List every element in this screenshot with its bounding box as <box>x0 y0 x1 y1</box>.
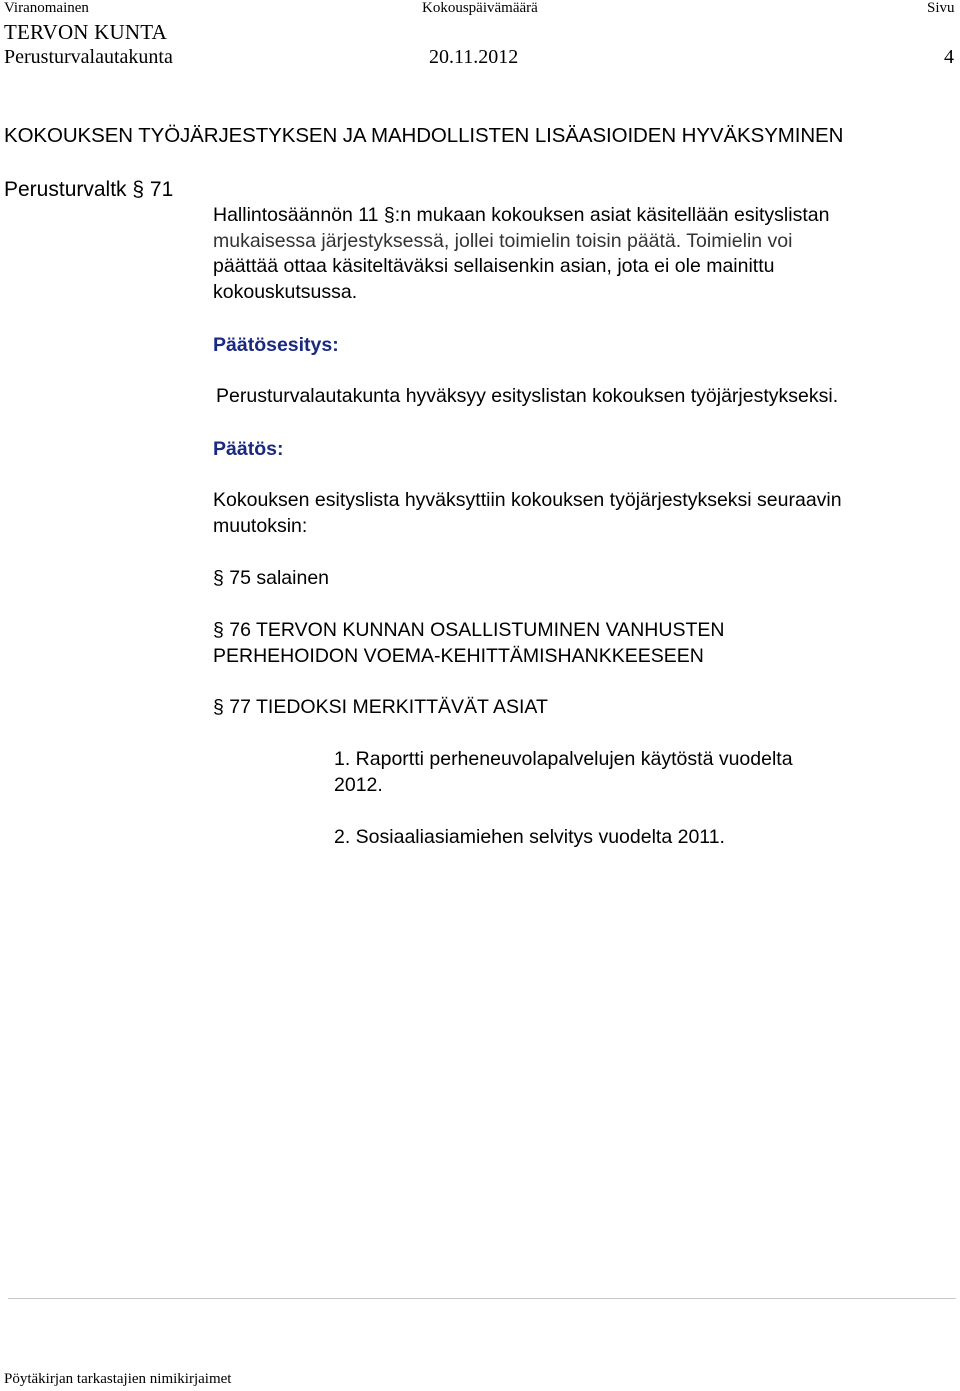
change-line: § 76 TERVON KUNNAN OSALLISTUMINEN VANHUSTEN <box>213 619 725 641</box>
change-item <box>213 566 329 592</box>
intro-paragraph <box>213 203 829 306</box>
decision-line: muutoksin: <box>213 514 308 537</box>
intro-line: päättää ottaa käsiteltäväksi sellaisenkin asian, jota ei ole mainittu <box>213 255 775 278</box>
meeting-date: 20.11.2012 <box>429 46 519 68</box>
organization-name: TERVON KUNTA <box>4 20 167 44</box>
change-item <box>213 695 548 721</box>
date-label: Kokouspäivämäärä <box>422 0 538 16</box>
authority-name: Perusturvalautakunta <box>4 46 173 68</box>
section-reference: Perusturvaltk § 71 <box>4 178 174 201</box>
intro-line: Hallintosäännön 11 §:n mukaan kokouksen asiat käsitellään esityslistan <box>213 204 830 226</box>
intro-line: mukaisessa järjestyksessä, jollei toimielin toisin päätä. Toimielin voi <box>213 229 793 252</box>
authority-label: Viranomainen <box>4 0 89 16</box>
page-number: 4 <box>944 46 954 68</box>
change-line: PERHEHOIDON VOEMA-KEHITTÄMISHANKKEESEEN <box>213 644 704 667</box>
decision-label: Päätös: <box>213 438 284 460</box>
item-title: KOKOUKSEN TYÖJÄRJESTYKSEN JA MAHDOLLISTEN LISÄASIOIDEN HYVÄKSYMINEN <box>4 124 844 147</box>
page-label: Sivu <box>927 0 955 16</box>
intro-line: kokouskutsussa. <box>213 281 358 304</box>
footer-divider <box>8 1298 956 1299</box>
proposal-label: Päätösesitys: <box>213 334 339 356</box>
info-line: 2012. <box>334 773 383 796</box>
info-line: 1. Raportti perheneuvolapalvelujen käytöstä vuodelta <box>334 748 793 770</box>
change-item <box>213 618 724 669</box>
change-line: § 75 salainen <box>213 567 330 589</box>
info-item <box>334 747 793 798</box>
proposal-text: Perusturvalautakunta hyväksyy esityslistan kokouksen työjärjestykseksi. <box>216 385 839 407</box>
decision-text <box>213 488 842 539</box>
decision-line: Kokouksen esityslista hyväksyttiin kokouksen työjärjestykseksi seuraavin <box>213 489 842 511</box>
signatures-label: Pöytäkirjan tarkastajien nimikirjaimet <box>4 1371 232 1387</box>
info-item <box>334 825 725 851</box>
change-line: § 77 TIEDOKSI MERKITTÄVÄT ASIAT <box>213 696 548 718</box>
info-line: 2. Sosiaaliasiamiehen selvitys vuodelta 2011. <box>334 826 725 848</box>
